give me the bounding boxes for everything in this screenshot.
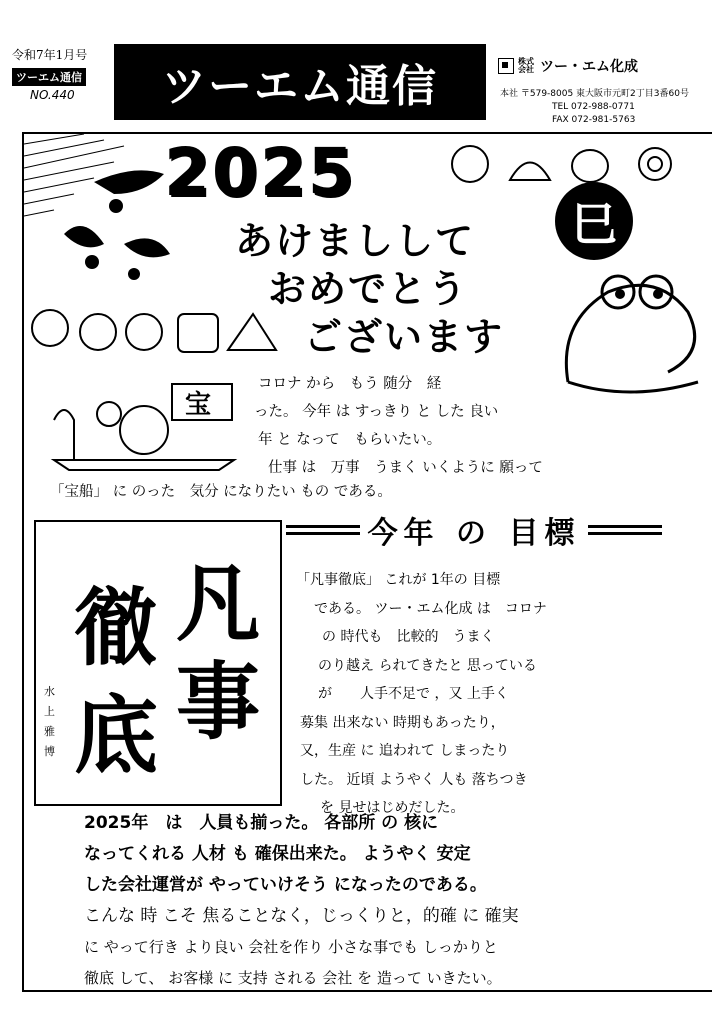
calligraphy-char: 事 (176, 652, 261, 751)
goal-line: した。 近頃 ようやく 人も 落ちつき (300, 771, 528, 788)
company-address: 本社 〒579-8005 東大阪市元町2丁目3番60号 (500, 89, 689, 99)
closing-line: こんな 時 こそ 焦ることなく，じっくりと，的確 に 確実 (84, 906, 519, 926)
intro-line: コロナ から もう 随分 経 (258, 376, 442, 392)
company-label: ツー・エム化成 (540, 59, 638, 75)
company-fax: FAX 072-981-5763 (552, 115, 636, 125)
intro-last-line: 「宝船」 に のった 気分 になりたい もの である。 (50, 484, 392, 500)
goal-heading (286, 508, 662, 552)
closing-line: に やって行き より良い 会社を作り 小さな事でも しっかりと (84, 938, 498, 956)
goal-line: である。 ツー・エム化成 は コロナ (314, 600, 547, 617)
closing-paragraph (84, 808, 694, 994)
pine-branch-illustration (24, 134, 172, 284)
calligraphy-char: 徹 (74, 578, 159, 677)
goal-paragraph (296, 566, 686, 823)
goal-line: 「凡事徹底」 これが 1年の 目標 (296, 572, 501, 588)
goal-line: 募集 出来ない 時期もあったり， (300, 714, 505, 731)
intro-paragraph (254, 370, 638, 482)
zodiac-badge: 巳 (555, 182, 633, 260)
newsletter-tag: ツーエム通信 (12, 68, 86, 86)
greeting-line-3: ございます (304, 315, 505, 359)
goal-line: 又，生産 に 追われて しまったり (300, 743, 510, 759)
intro-line: 仕事 は 万事 うまく いくように 願って (268, 460, 543, 476)
goal-line: が 人手不足で ，又 上手く (318, 686, 509, 702)
calligraphy-char: 凡 (176, 554, 261, 653)
ship-treasure-label: 宝 (184, 390, 211, 420)
company-name (498, 56, 638, 76)
company-logo-icon (498, 58, 514, 74)
company-tel: TEL 072-988-0771 (552, 102, 635, 112)
author-signature: 水上雅博 (44, 685, 55, 758)
closing-line: 徹底 して、 お客様 に 支持 される 会社 を 造って いきたい。 (84, 969, 502, 987)
goal-line: のり越え られてきたと 思っている (318, 657, 537, 674)
intro-line: 年 と なって もらいたい。 (258, 432, 442, 448)
greeting-line-2: おめでとう (268, 267, 469, 311)
closing-line: した会社運営が やっていけそう になったのである。 (84, 875, 487, 895)
heading-rule (588, 525, 662, 535)
year-heading: 2025 (164, 134, 356, 211)
lucky-charms-illustration (28, 300, 278, 358)
heading-rule (286, 525, 360, 535)
newsletter-title: ツーエム通信 (114, 44, 486, 120)
goal-line: を 見せはじめだした。 (320, 800, 465, 816)
company-type: 株式会社 (518, 57, 534, 74)
new-year-icons-illustration (440, 140, 680, 190)
issue-number: NO.440 (30, 88, 75, 102)
closing-line: 2025年 は 人員も揃った。 各部所 の 核に (84, 813, 439, 833)
issue-date: 令和7年1月号 (12, 48, 88, 62)
intro-line: った。 今年 は すっきり と した 良い (254, 404, 499, 420)
closing-line: なってくれる 人材 も 確保出来た。 ようやく 安定 (84, 844, 471, 864)
goal-line: の 時代も 比較的 うまく (322, 629, 495, 645)
calligraphy-char: 底 (74, 686, 159, 785)
goal-heading-text: 今年 の 目標 (367, 516, 581, 551)
greeting-line-1: あけましして (235, 219, 476, 263)
